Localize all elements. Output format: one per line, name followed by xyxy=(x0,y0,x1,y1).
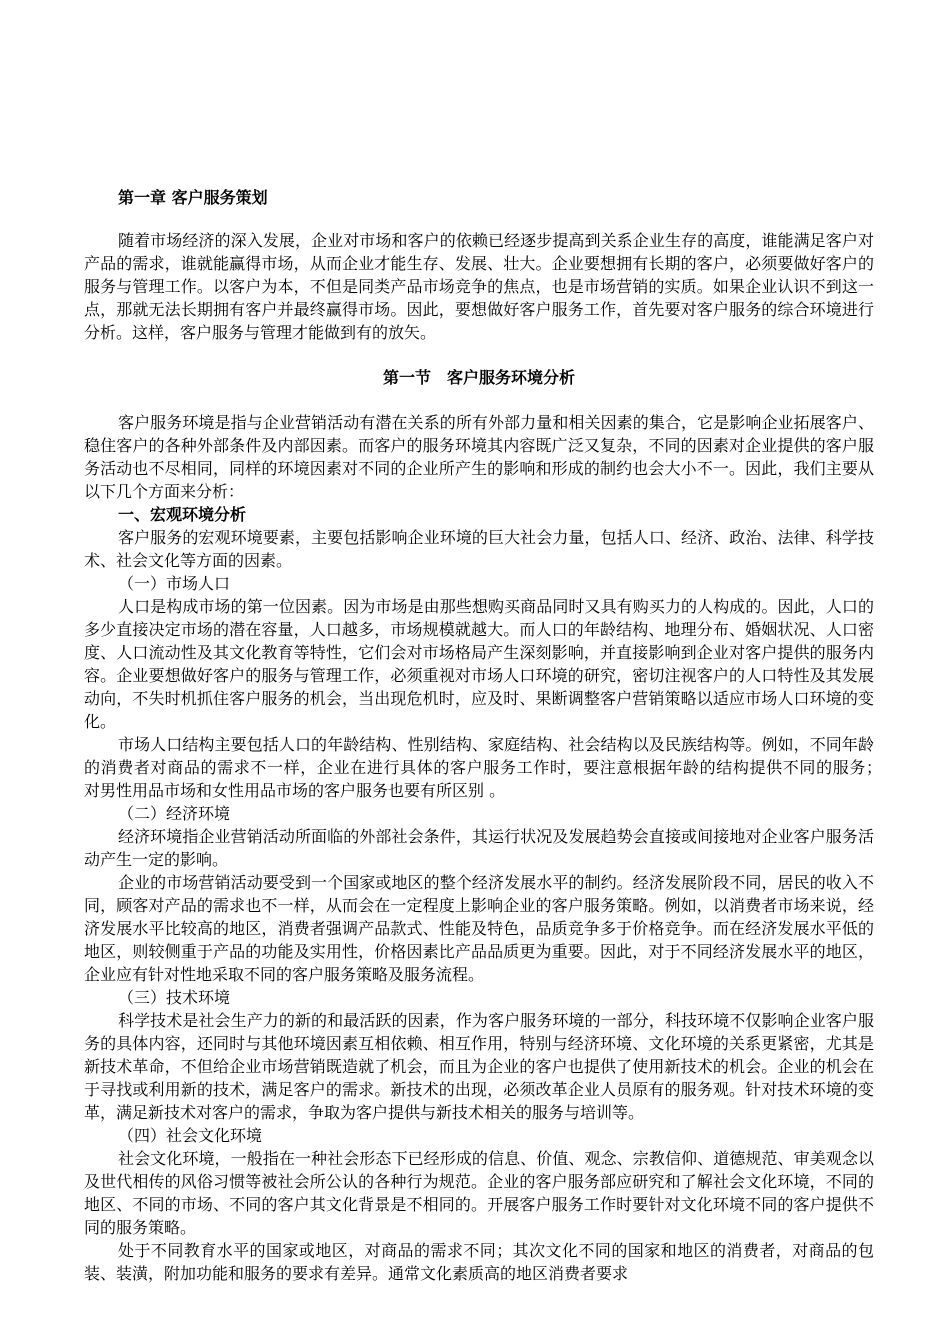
economy-paragraph-1: 经济环境指企业营销活动所面临的外部社会条件，其运行状况及发展趋势会直接或间接地对企业客户服务活动产生一定的影响。 xyxy=(84,827,874,869)
population-paragraph-1: 人口是构成市场的第一位因素。因为市场是由那些想购买商品同时又具有购买力的人构成的。因此，人口的多少直接决定市场的潜在容量，人口越多，市场规模就越大。而人口的年龄结构、地理分布、婚姻状况、人口密度、人口流动性及其文化教育等特性，它们会对市场格局产生深刻影响，并直接影响到企业对客户提供的服务内容。企业要想做好客户的服务与管理工作，必须重视对市场人口环境的研究，密切注视客户的人口特性及其发展动向，不失时机抓住客户服务的机会，当出现危机时，应及时、果断调整客户营销策略以适应市场人口环境的变化。 xyxy=(84,597,874,731)
economy-paragraph-2: 企业的市场营销活动要受到一个国家或地区的整个经济发展水平的制约。经济发展阶段不同，居民的收入不同，顾客对产品的需求也不一样，从而会在一定程度上影响企业的客户服务策略。例如，以消费者市场来说，经济发展水平比较高的地区，消费者强调产品款式、性能及特色，品质竞争多于价格竞争。而在经济发展水平低的地区，则较侧重于产品的功能及实用性，价格因素比产品品质更为重要。因此，对于不同经济发展水平的地区，企业应有针对性地采取不同的客户服务策略及服务流程。 xyxy=(84,873,874,984)
chapter-title: 第一章 客户服务策划 xyxy=(118,188,268,207)
macro-intro-paragraph: 客户服务的宏观环境要素，主要包括影响企业环境的巨大社会力量，包括人口、经济、政治、法律、科学技术、社会文化等方面的因素。 xyxy=(84,528,874,570)
technology-paragraph-1: 科学技术是社会生产力的新的和最活跃的因素，作为客户服务环境的一部分，科技环境不仅影响企业客户服务的具体内容，还同时与其他环境因素互相依赖、相互作用，特别与经济环境、文化环境的关系更紧密，尤其是新技术革命，不但给企业市场营销既造就了机会，而且为企业的客户也提供了使用新技术的机会。企业的机会在于寻找或利用新的技术，满足客户的需求。新技术的出现，必须改革企业人员原有的服务观。针对技术环境的变革，满足新技术对客户的需求，争取为客户提供与新技术相关的服务与培训等。 xyxy=(84,1011,874,1122)
section-intro-paragraph: 客户服务环境是指与企业营销活动有潜在关系的所有外部力量和相关因素的集合，它是影响企业拓展客户、稳住客户的各种外部条件及内部因素。而客户的服务环境其内容既广泛又复杂，不同的因素对企业提供的客户服务活动也不尽相同，同样的环境因素对不同的企业所产生的影响和形成的制约也会大小不一。因此，我们主要从以下几个方面来分析： xyxy=(84,413,874,501)
macro-environment-heading: 一、宏观环境分析 xyxy=(118,505,247,524)
culture-heading: （四）社会文化环境 xyxy=(118,1126,263,1145)
culture-paragraph-2: 处于不同教育水平的国家或地区，对商品的需求不同；其次文化不同的国家和地区的消费者，对商品的包装、装潢，附加功能和服务的要求有差异。通常文化素质高的地区消费者要求 xyxy=(84,1241,874,1283)
economy-heading: （二）经济环境 xyxy=(118,804,231,823)
culture-paragraph-1: 社会文化环境，一般指在一种社会形态下已经形成的信息、价值、观念、宗教信仰、道德规范、审美观念以及世代相传的风俗习惯等被社会所公认的各种行为规范。企业的客户服务部应研究和了解社会文化环境，不同的地区、不同的市场、不同的客户其文化背景是不相同的。开展客户服务工作时要针对文化环境不同的客户提供不同的服务策略。 xyxy=(84,1149,874,1237)
section-title: 第一节 客户服务环境分析 xyxy=(382,368,575,387)
technology-heading: （三）技术环境 xyxy=(118,988,231,1007)
population-heading: （一）市场人口 xyxy=(118,574,231,593)
document-page xyxy=(84,186,891,1285)
chapter-intro-paragraph: 随着市场经济的深入发展，企业对市场和客户的依赖已经逐步提高到关系企业生存的高度，谁能满足客户对产品的需求，谁就能赢得市场，从而企业才能生存、发展、壮大。企业要想拥有长期的客户，必须要做好客户的服务与管理工作。以客户为本，不但是同类产品市场竞争的焦点，也是市场营销的实质。如果企业认识不到这一点，那就无法长期拥有客户并最终赢得市场。因此，要想做好客户服务工作，首先要对客户服务的综合环境进行分析。这样，客户服务与管理才能做到有的放矢。 xyxy=(84,231,874,342)
population-paragraph-2: 市场人口结构主要包括人口的年龄结构、性别结构、家庭结构、社会结构以及民族结构等。例如，不同年龄的消费者对商品的需求不一样，企业在进行具体的客户服务工作时，要注意根据年龄的结构提供不同的服务； 对男性用品市场和女性用品市场的客户服务也要有所区别 。 xyxy=(84,735,891,800)
